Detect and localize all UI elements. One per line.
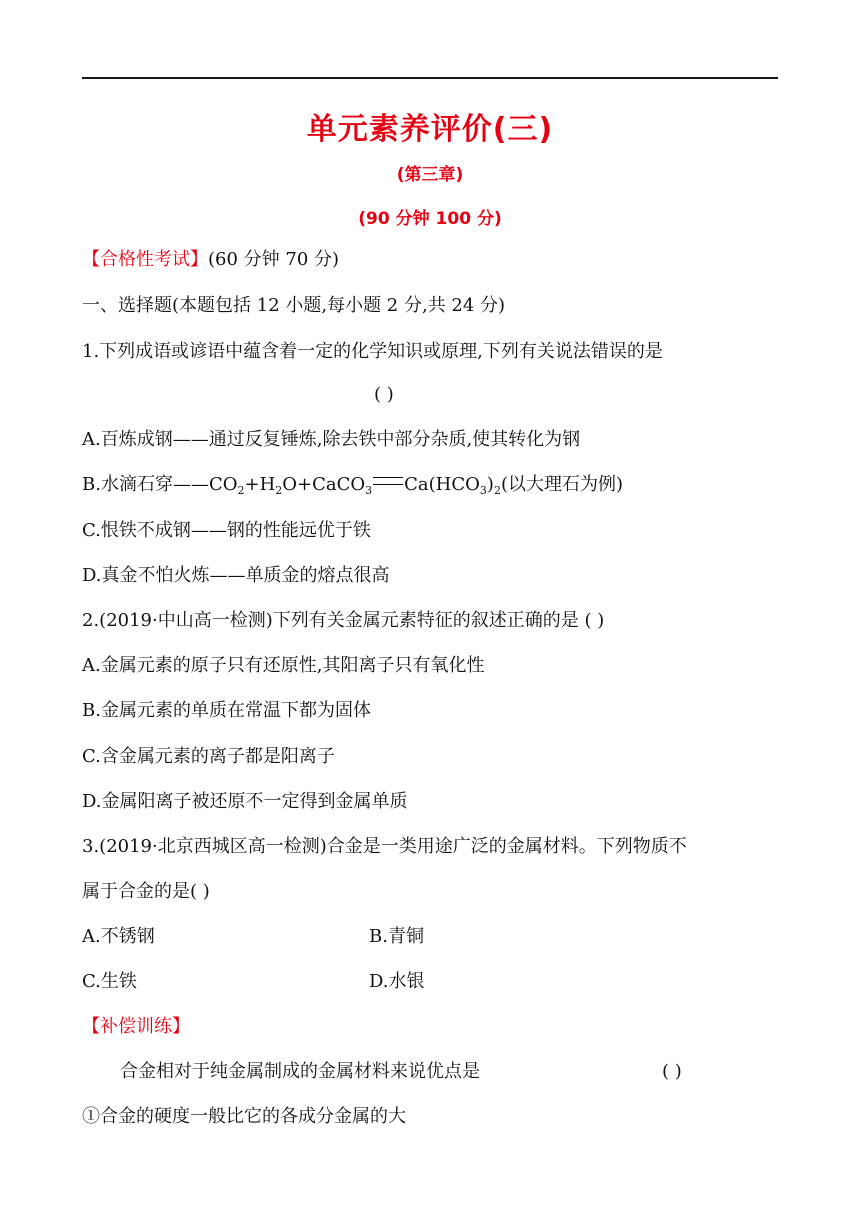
q3-option-a: A.不锈钢 xyxy=(82,926,155,947)
page-title: 单元素养评价(三) xyxy=(306,112,554,147)
q3-stem-line1: 3.(2019·北京西城区高一检测)合金是一类用途广泛的金属材料。下列物质不 xyxy=(82,836,687,857)
top-rule xyxy=(82,77,778,79)
q1-answer-paren: ( ) xyxy=(374,384,394,405)
q3-option-b: B.青铜 xyxy=(369,926,424,947)
q2-option-c: C.含金属元素的离子都是阳离子 xyxy=(82,746,335,767)
supplement-tag: 【补偿训练】 xyxy=(82,1016,190,1037)
q3-stem-line2: 属于合金的是( ) xyxy=(82,881,210,902)
q3-option-d: D.水银 xyxy=(369,971,425,992)
q1-option-d: D.真金不怕火炼——单质金的熔点很高 xyxy=(82,565,390,586)
q2-option-b: B.金属元素的单质在常温下都为固体 xyxy=(82,700,371,721)
q1-stem: 1.下列成语或谚语中蕴含着一定的化学知识或原理,下列有关说法错误的是 xyxy=(82,341,663,362)
q2-option-d: D.金属阳离子被还原不一定得到金属单质 xyxy=(82,791,408,812)
supplement-stem: 合金相对于纯金属制成的金属材料来说优点是 xyxy=(120,1061,480,1082)
q1-option-b: B.水滴石穿$——CO_2+H_2O+CaCO_3$ $Ca(HCO_3)_2$(以大理石为例) xyxy=(82,474,623,497)
section-tag: 【合格性考试】 xyxy=(82,249,208,270)
time-score: (90 分钟 100 分) xyxy=(358,209,502,229)
equation-equals-sign xyxy=(373,477,403,485)
q3-option-c: C.生铁 xyxy=(82,971,137,992)
q1-option-c: C.恨铁不成钢——钢的性能远优于铁 xyxy=(82,520,371,541)
section-tag-suffix: (60 分钟 70 分) xyxy=(208,249,340,270)
chapter-label: (第三章) xyxy=(396,165,464,185)
q2-stem: 2.(2019·中山高一检测)下列有关金属元素特征的叙述正确的是 ( ) xyxy=(82,610,605,631)
supplement-answer-paren: ( ) xyxy=(662,1061,682,1082)
section-header xyxy=(82,247,339,273)
supplement-item-1: ①合金的硬度一般比它的各成分金属的大 xyxy=(82,1106,406,1127)
q2-option-a: A.金属元素的原子只有还原性,其阳离子只有氧化性 xyxy=(82,655,485,676)
q1-option-a: A.百炼成钢——通过反复锤炼,除去铁中部分杂质,使其转化为钢 xyxy=(82,429,581,450)
part1-heading: 一、选择题(本题包括 12 小题,每小题 2 分,共 24 分) xyxy=(82,295,506,316)
